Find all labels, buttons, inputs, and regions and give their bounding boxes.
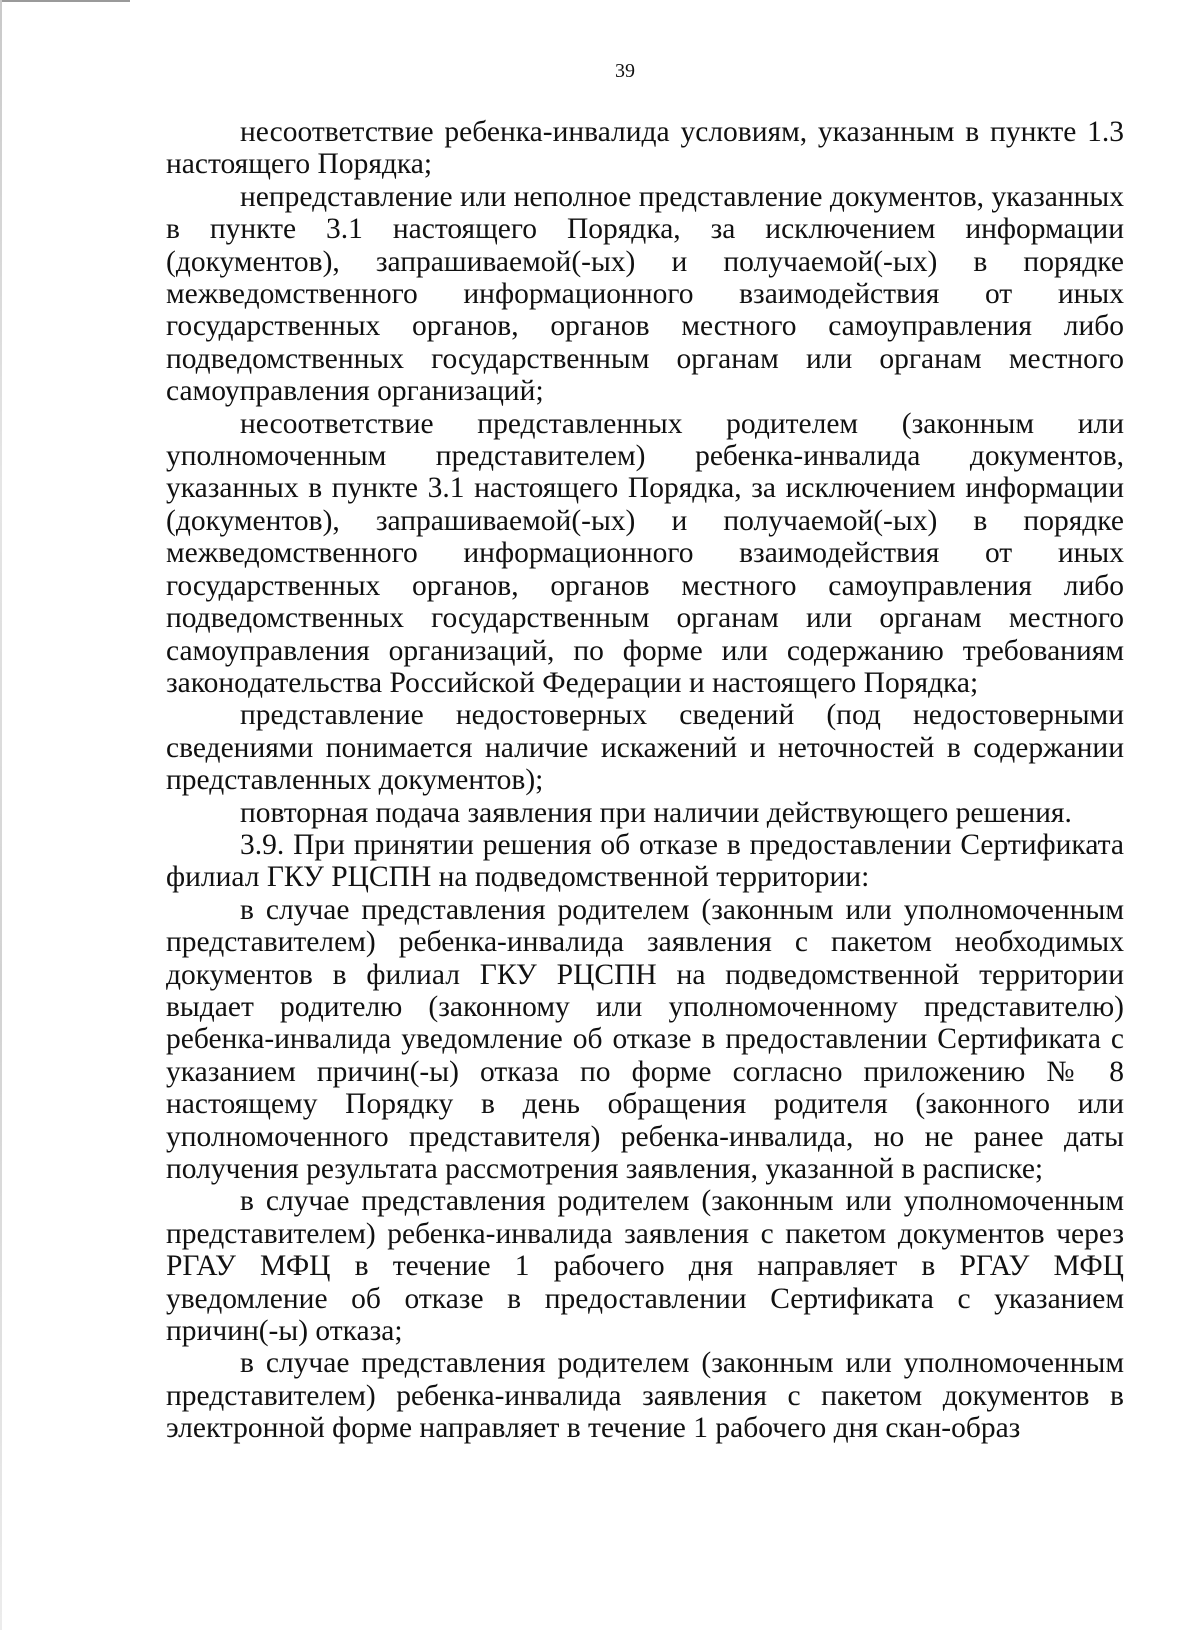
paragraph-8: в случае представления родителем (законным или уполномоченным представителем) ребенка-инвалида заявления с пакетом документов через РГАУ МФЦ в течение 1 рабочего дня направляет в РГАУ МФЦ уведомление об отказе в предоставлении Сертификата с указанием причин(-ы) отказа; (166, 1185, 1124, 1348)
paragraph-5: повторная подача заявления при наличии действующего решения. (240, 796, 1072, 829)
scan-edge-left (0, 0, 2, 1630)
paragraph-7: в случае представления родителем (законным или уполномоченным представителем) ребенка-инвалида заявления с пакетом необходимых документов в филиал ГКУ РЦСПН на подведомственной территории выдает родителю (законному или уполномоченному представителю) ребенка-инвалида уведомление об отказе в предоставлении Сертификата с указанием причин(-ы) отказа по форме согласно приложению № 8 настоящему Порядку в день обращения родителя (законного или уполномоченного представителя) ребенка-инвалида, но не ранее даты получения результата рассмотрения заявления, указанной в расписке; (166, 893, 1124, 1185)
paragraph-1: несоответствие ребенка-инвалида условиям, указанным в пункте 1.3 настоящего Порядка; (166, 116, 1124, 181)
paragraph-3: несоответствие представленных родителем (законным или уполномоченным представителем) ребенка-инвалида документов, указанных в пункте 3.1 настоящего Порядка, за исключением информации (документов), запрашиваемой(-ых) и получаемой(-ых) в порядке межведомственного информационного взаимодействия от иных государственных органов, органов местного самоуправления либо подведомственных государственным органам или органам местного самоуправления организаций, по форме или содержанию требованиям законодательства Российской Федерации и настоящего Порядка; (166, 407, 1124, 699)
paragraph-4: представление недостоверных сведений (под недостоверными сведениями понимается наличие искажений и неточностей в содержании представленных документов); (166, 699, 1124, 797)
scan-edge-top (0, 0, 130, 2)
paragraph-6: 3.9. При принятии решения об отказе в предоставлении Сертификата филиал ГКУ РЦСПН на подведомственной территории: (166, 828, 1124, 894)
paragraph-2: непредставление или неполное представление документов, указанных в пункте 3.1 настоящего Порядка, за исключением информации (документов), запрашиваемой(-ых) и получаемой(-ых) в порядке межведомственного информационного взаимодействия от иных государственных органов, органов местного самоуправления либо подведомственных государственным органам или органам местного самоуправления организаций; (166, 180, 1124, 408)
body-text (166, 116, 1124, 1445)
page-number: 39 (615, 60, 635, 82)
paragraph-9: в случае представления родителем (законным или уполномоченным представителем) ребенка-инвалида заявления с пакетом документов в электронной форме направляет в течение 1 рабочего дня скан-образ (166, 1347, 1124, 1445)
